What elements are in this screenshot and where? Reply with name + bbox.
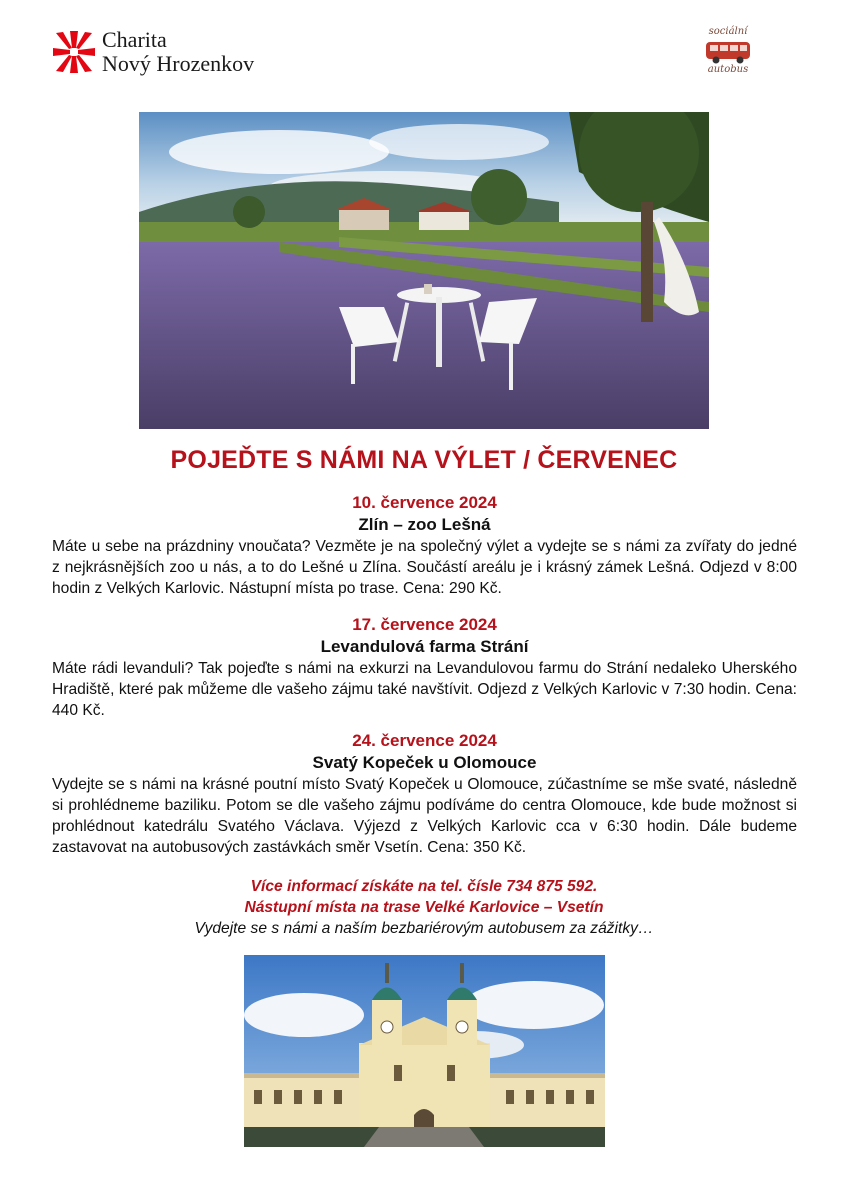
event-title: Levandulová farma Strání	[320, 637, 529, 656]
event-description: Máte u sebe na prázdniny vnoučata? Vezměte je na společný výlet a vydejte se s námi za zvířaty do jedné z nejkrásnějších zoo u nás, a to do Lešné u Zlína. Součástí areálu je i krásný zámek Lešná. Odjezd v 8:00 hodin z Velkých Karlovic. Nástupní místa po trase. Cena: 290 Kč.	[52, 538, 797, 597]
contact-info	[0, 876, 848, 939]
event-date: 17. července 2024	[352, 615, 497, 634]
social-bus-logo	[700, 26, 756, 78]
event-date: 10. července 2024	[352, 493, 497, 512]
basilica-photo	[244, 955, 605, 1147]
event-description: Máte rádi levanduli? Tak pojeďte s námi na exkurzi na Levandulovou farmu do Strání nedaleko Uherského Hradiště, které pak můžeme dle vašeho zájmu také navštívit. Odjezd z Velkých Karlovic v 7:30 hodin. Cena: 440 Kč.	[52, 660, 797, 719]
event-title: Zlín – zoo Lešná	[358, 515, 491, 534]
bus-logo-line1: sociální	[708, 26, 748, 37]
event-description: Vydejte se s námi na krásné poutní místo Svatý Kopeček u Olomouce, zúčastníme se mše svaté, následně si prohlédneme baziliku. Potom se dle vašeho zájmu podíváme do centra Olomouce, kde bude možnost si prohlédnout katedrálu Svatého Václava. Výjezd z Velkých Karlovic cca v 6:30 hodin. Dále budeme zastavovat na autobusových zastávkách směr Vsetín. Cena: 350 Kč.	[52, 776, 797, 856]
page-title: POJEĎTE S NÁMI NA VÝLET / ČERVENEC	[170, 446, 678, 474]
logo-text	[102, 28, 254, 76]
event-1	[52, 492, 797, 599]
logo-line2: Nový Hrozenkov	[102, 51, 255, 76]
event-3	[52, 730, 797, 858]
bus-logo-line2: autobus	[707, 64, 749, 75]
lavender-field-photo	[139, 112, 709, 429]
basilica-photo-icon	[244, 955, 605, 1147]
event-2	[52, 614, 797, 721]
event-title: Svatý Kopeček u Olomouce	[312, 753, 537, 772]
lavender-field-photo-icon	[139, 112, 709, 429]
info-phone: Více informací získáte na tel. čísle 734 875 592.	[250, 878, 598, 895]
bus-icon	[704, 39, 752, 65]
logo-line1: Charita	[102, 27, 167, 52]
info-route: Nástupní místa na trase Velké Karlovice – Vsetín	[244, 899, 604, 916]
charita-logo	[52, 28, 254, 76]
info-slogan: Vydejte se s námi a naším bezbariérovým autobusem za zážitky…	[194, 920, 654, 937]
event-date: 24. července 2024	[352, 731, 497, 750]
charita-cross-icon	[52, 29, 96, 75]
